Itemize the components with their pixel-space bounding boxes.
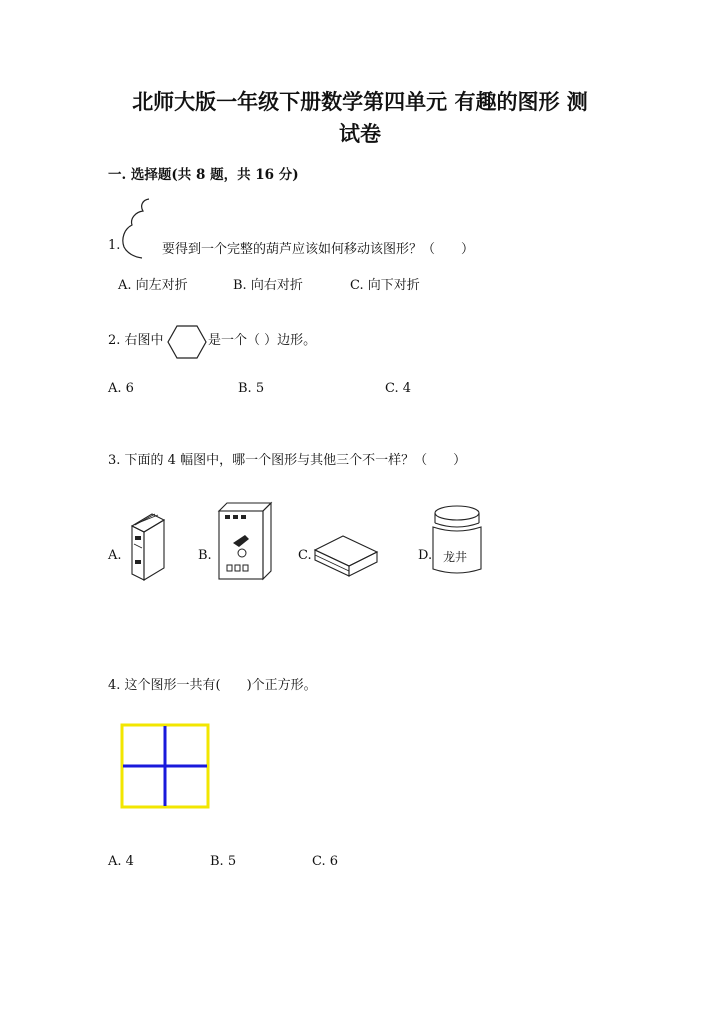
q4-option-b: B. 5 [210,854,237,869]
q2-suffix: 是一个（ ）边形。 [208,333,317,348]
q1-option-b: B. 向右对折 [233,278,303,293]
q4-text: 4. 这个图形一共有( )个正方形。 [108,678,317,693]
page-title [60,86,660,150]
q3-label-d: D. [418,548,433,563]
q2-option-c: C. 4 [385,381,412,396]
half-gourd-figure [118,197,158,259]
book-figure [124,512,170,582]
q1-option-a: A. 向左对折 [118,278,188,293]
q3-label-c: C. [298,548,312,563]
jar-label: 龙井 [443,550,468,564]
q2-option-b: B. 5 [238,381,265,396]
title-line-1: 北师大版一年级下册数学第四单元 有趣的图形 测 [132,89,588,114]
q4-option-a: A. 4 [108,854,134,869]
hexagon-figure [167,325,207,359]
q3-text: 3. 下面的 4 幅图中，哪一个图形与其他三个不一样？（ ） [108,453,467,468]
flat-box-figure [313,528,381,578]
q2-prefix: 2. 右图中 [108,333,164,348]
q1-option-c: C. 向下对折 [350,278,420,293]
q1-text: 要得到一个完整的葫芦应该如何移动该图形？（ ） [162,242,475,257]
q2-option-a: A. 6 [108,381,134,396]
square-grid-figure [120,723,210,809]
title-line-2: 试卷 [339,121,381,146]
q3-label-b: B. [198,548,212,563]
jar-figure [430,503,486,579]
box-figure [215,501,273,581]
section-heading: 一. 选择题(共 8 题，共 16 分) [108,167,299,183]
q4-option-c: C. 6 [312,854,339,869]
q1-number: 1. [108,238,121,253]
q3-label-a: A. [108,548,122,563]
